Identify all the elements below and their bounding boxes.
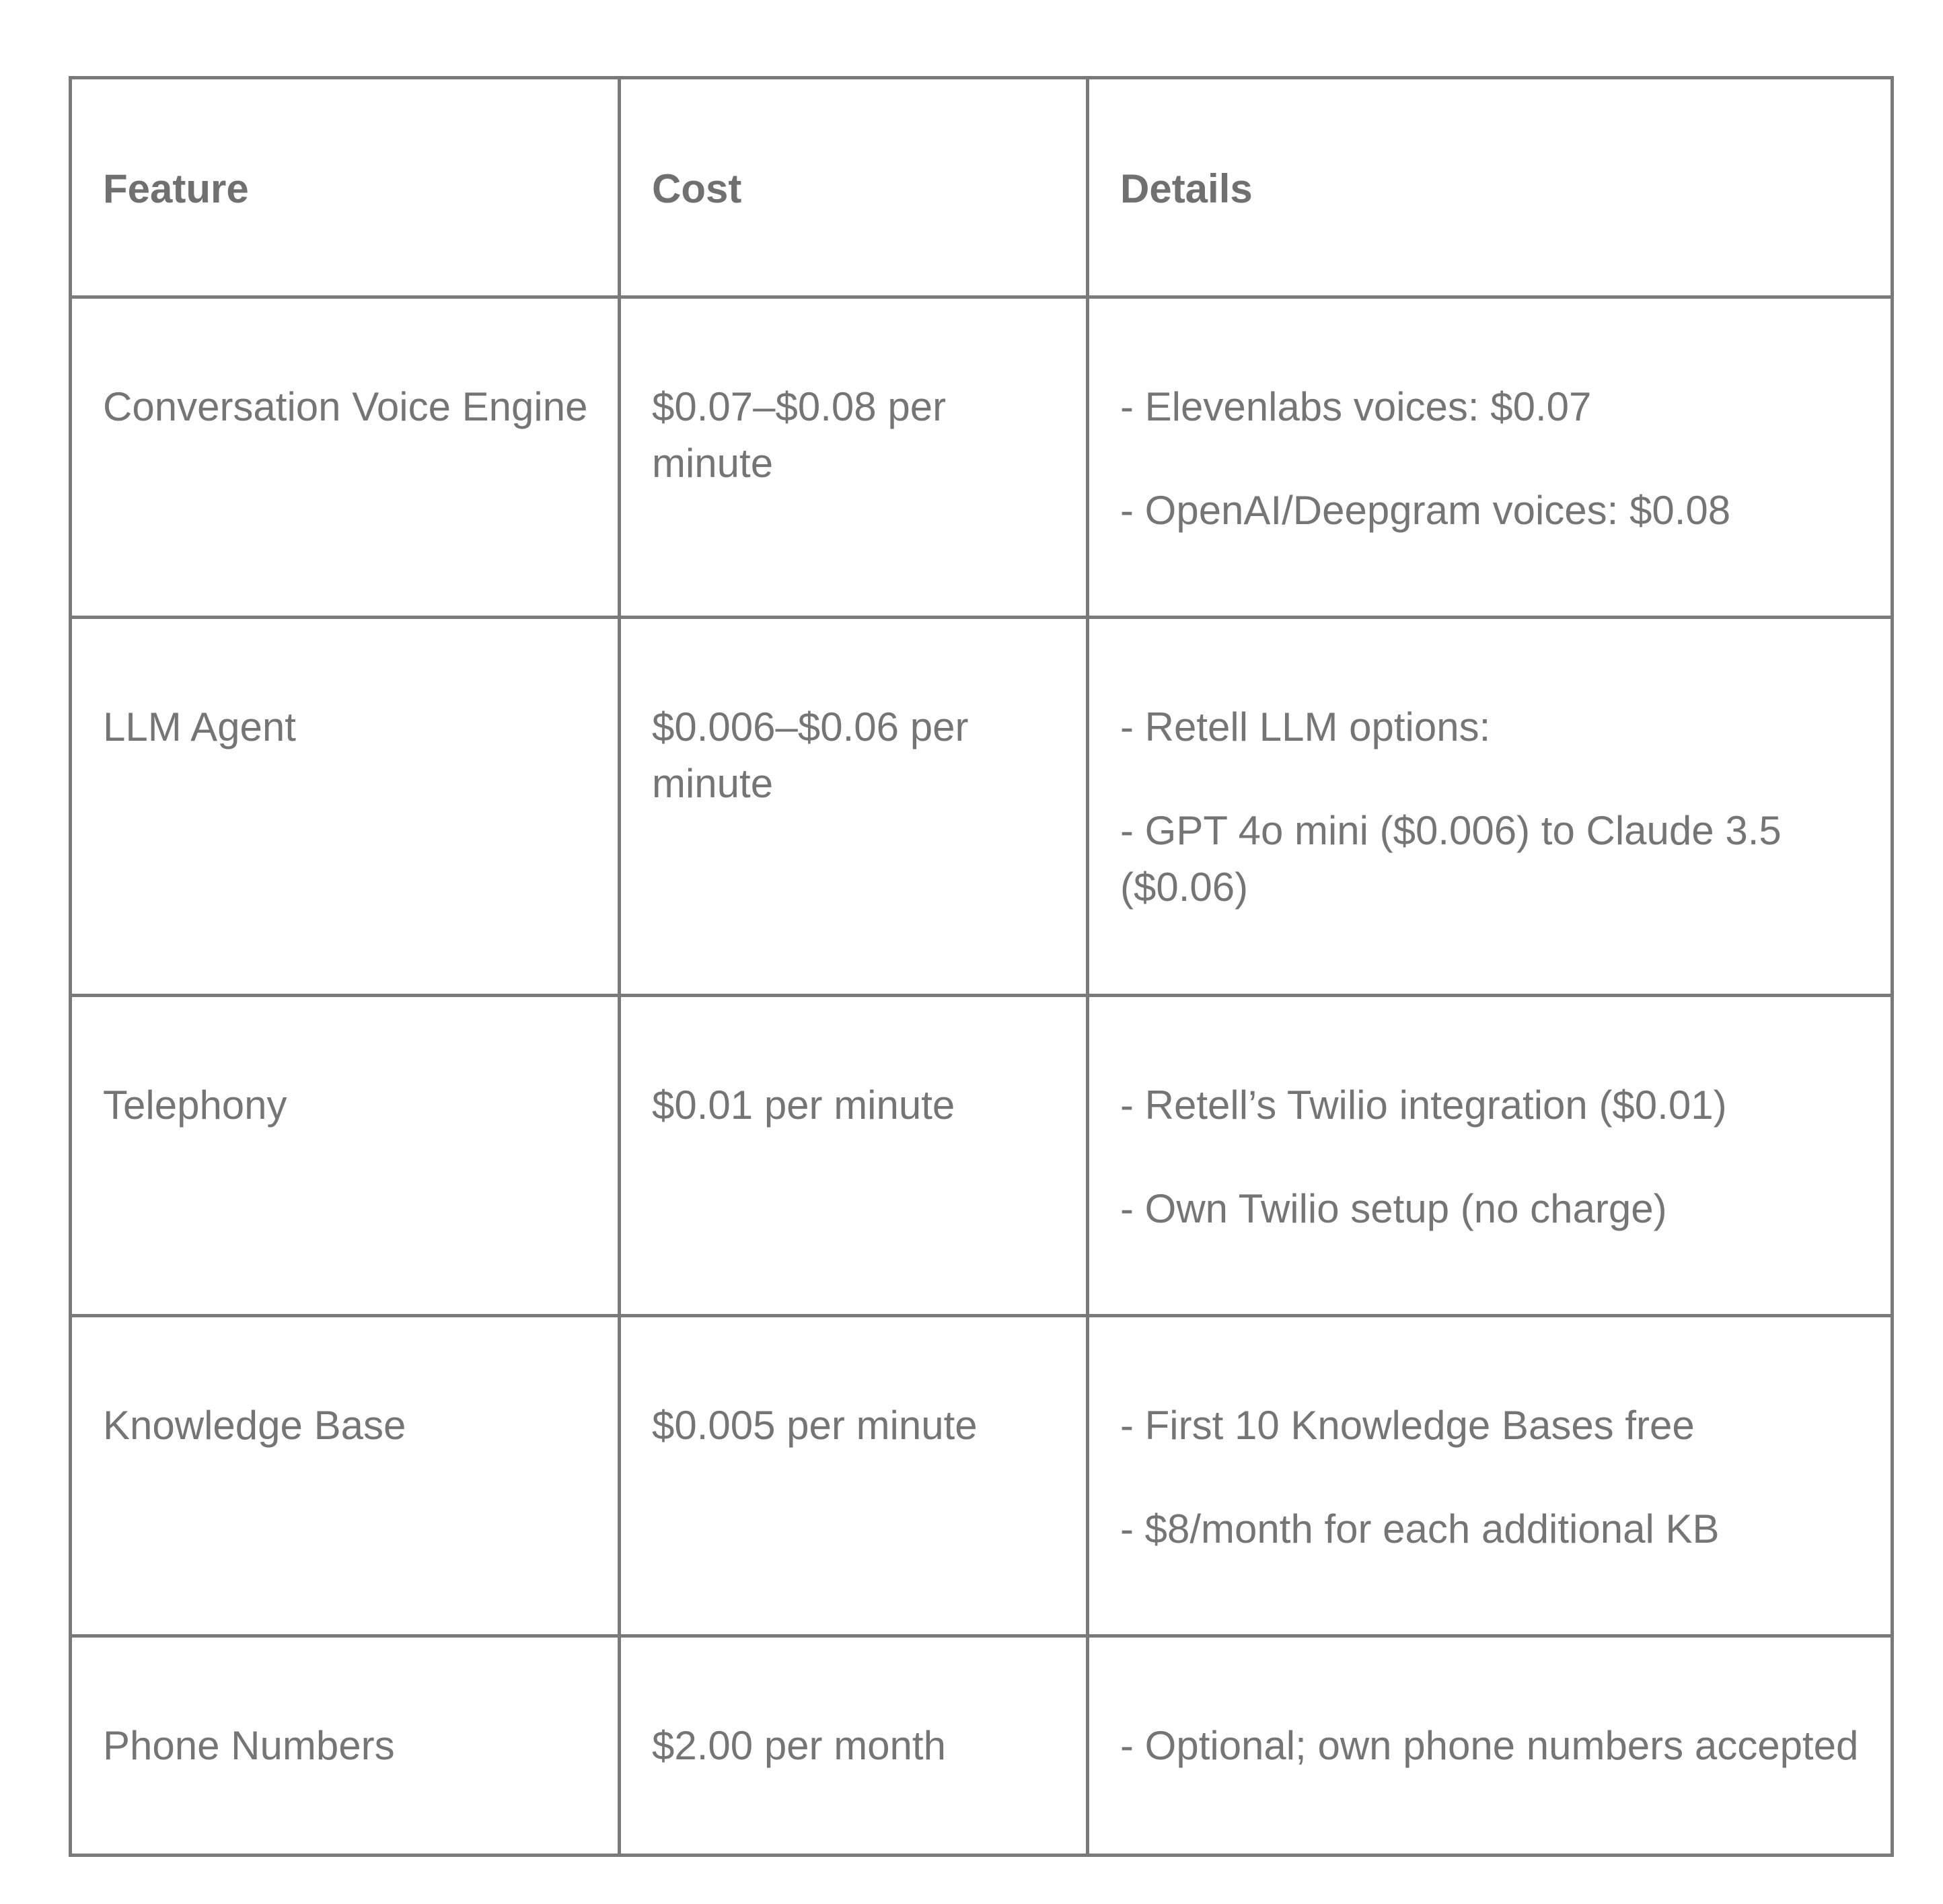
detail-line: - GPT 4o mini ($0.006) to Claude 3.5 ($0.06) (1120, 808, 1782, 910)
cost-cell: $2.00 per month (620, 1636, 1088, 1856)
feature-cell: Telephony (71, 996, 620, 1316)
detail-line: - Elevenlabs voices: $0.07 (1120, 384, 1592, 429)
detail-line: - OpenAI/Deepgram voices: $0.08 (1120, 488, 1731, 533)
feature-cell: Phone Numbers (71, 1636, 620, 1856)
feature-cell: LLM Agent (71, 618, 620, 996)
pricing-table (69, 76, 1894, 1857)
table-row (71, 297, 1893, 618)
header-feature: Feature (71, 78, 620, 297)
cost-cell: $0.005 per minute (620, 1316, 1088, 1636)
header-cost: Cost (620, 78, 1088, 297)
table-row (71, 1636, 1893, 1856)
table-row (71, 618, 1893, 996)
detail-line: - Retell’s Twilio integration ($0.01) (1120, 1083, 1727, 1128)
detail-line: - First 10 Knowledge Bases free (1120, 1403, 1695, 1448)
cost-cell: $0.01 per minute (620, 996, 1088, 1316)
table-row (71, 996, 1893, 1316)
details-cell (1088, 297, 1893, 618)
details-cell (1088, 1316, 1893, 1636)
cost-cell: $0.07–$0.08 per minute (620, 297, 1088, 618)
detail-line: - Retell LLM options: (1120, 704, 1491, 749)
detail-line: - Own Twilio setup (no charge) (1120, 1186, 1667, 1231)
cost-cell: $0.006–$0.06 per minute (620, 618, 1088, 996)
detail-line: - $8/month for each additional KB (1120, 1506, 1720, 1551)
table-row (71, 1316, 1893, 1636)
details-cell (1088, 996, 1893, 1316)
table-header-row (71, 78, 1893, 297)
header-details: Details (1088, 78, 1893, 297)
detail-line: - Optional; own phone numbers accepted (1120, 1723, 1859, 1768)
details-cell (1088, 1636, 1893, 1856)
feature-cell: Conversation Voice Engine (71, 297, 620, 618)
details-cell (1088, 618, 1893, 996)
feature-cell: Knowledge Base (71, 1316, 620, 1636)
